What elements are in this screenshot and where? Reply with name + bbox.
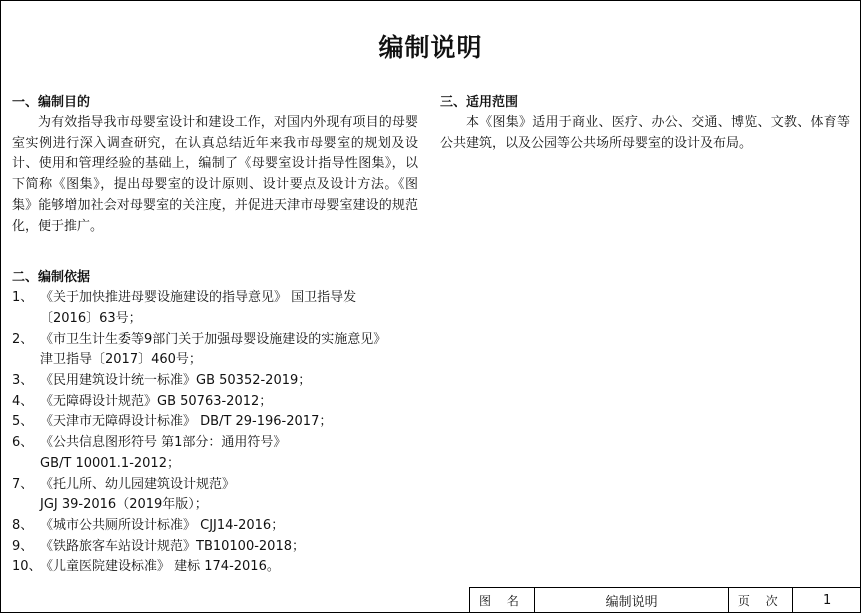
reference-text: 《关于加快推进母婴设施建设的指导意见》 国卫指导发: [40, 290, 357, 306]
section-heading-basis: 二、编制依据: [12, 270, 91, 286]
reference-continuation: 〔2016〕63号；: [40, 310, 142, 326]
reference-item: [12, 392, 418, 413]
page-number-label: 页 次: [729, 588, 793, 613]
reference-number: 10、: [12, 559, 42, 575]
page-title: 编制说明: [378, 33, 483, 62]
reference-list: [12, 288, 418, 578]
reference-item: [12, 557, 418, 578]
reference-number: 4、: [12, 393, 34, 409]
reference-text: 《托儿所、幼儿园建筑设计规范》: [40, 476, 236, 492]
reference-number: 6、: [12, 435, 34, 451]
reference-number: 3、: [12, 373, 34, 389]
reference-text: 《无障碍设计规范》GB 50763-2012；: [40, 393, 273, 409]
title-block: [469, 587, 861, 613]
section-heading-scope: 三、适用范围: [440, 95, 519, 110]
reference-item: [12, 537, 418, 558]
reference-number: 2、: [12, 331, 34, 347]
reference-item: [12, 330, 418, 371]
reference-text: 《天津市无障碍设计标准》 DB/T 29-196-2017；: [40, 414, 333, 430]
reference-continuation: JGJ 39-2016（2019年版）；: [40, 497, 208, 513]
reference-text: 《城市公共厕所设计标准》 CJJ14-2016；: [40, 517, 285, 533]
reference-item: [12, 288, 418, 329]
reference-number: 1、: [12, 290, 34, 306]
reference-text: 《公共信息图形符号 第1部分：通用符号》: [40, 435, 287, 451]
reference-number: 5、: [12, 414, 34, 430]
reference-item: [12, 371, 418, 392]
reference-number: 9、: [12, 538, 34, 554]
reference-text: 《铁路旅客车站设计规范》TB10100-2018；: [40, 538, 305, 554]
section-body-scope: 本《图集》适用于商业、医疗、办公、交通、博览、文教、体育等公共建筑，以及公园等公共场所母婴室的设计及布局。: [440, 115, 850, 151]
reference-item: [12, 433, 418, 474]
page-number-value: 1: [822, 593, 832, 608]
reference-text: 《民用建筑设计统一标准》GB 50352-2019；: [40, 373, 312, 389]
section-body-purpose: 为有效指导我市母婴室设计和建设工作，对国内外现有项目的母婴室实例进行深入调查研究，在认真总结近年来我市母婴室的规划及设计、使用和管理经验的基础上，编制了《母婴室设计指导性图集》，以下简称《图集》，提出母婴室的设计原则、设计要点及设计方法。《图集》能够增加社会对母婴室的关注度，并促进天津市母婴室建设的规范化，便于推广。: [12, 115, 418, 234]
drawing-name-value: 编制说明: [535, 588, 730, 613]
left-column: [12, 93, 418, 578]
section-heading-purpose: 一、编制目的: [12, 95, 91, 110]
reference-item: [12, 475, 418, 516]
drawing-name-label: 图 名: [470, 588, 535, 613]
reference-item: [12, 516, 418, 537]
section-spacer: [12, 237, 418, 268]
reference-text: 《市卫生计生委等9部门关于加强母婴设施建设的实施意见》: [40, 331, 387, 347]
reference-number: 8、: [12, 517, 34, 533]
reference-item: [12, 412, 418, 433]
reference-number: 7、: [12, 476, 34, 492]
right-column: [440, 93, 850, 154]
reference-continuation: 津卫指导〔2017〕460号；: [40, 352, 202, 368]
reference-continuation: GB/T 10001.1-2012；: [40, 455, 180, 471]
reference-text: 《儿童医院建设标准》 建标 174-2016。: [40, 559, 280, 575]
